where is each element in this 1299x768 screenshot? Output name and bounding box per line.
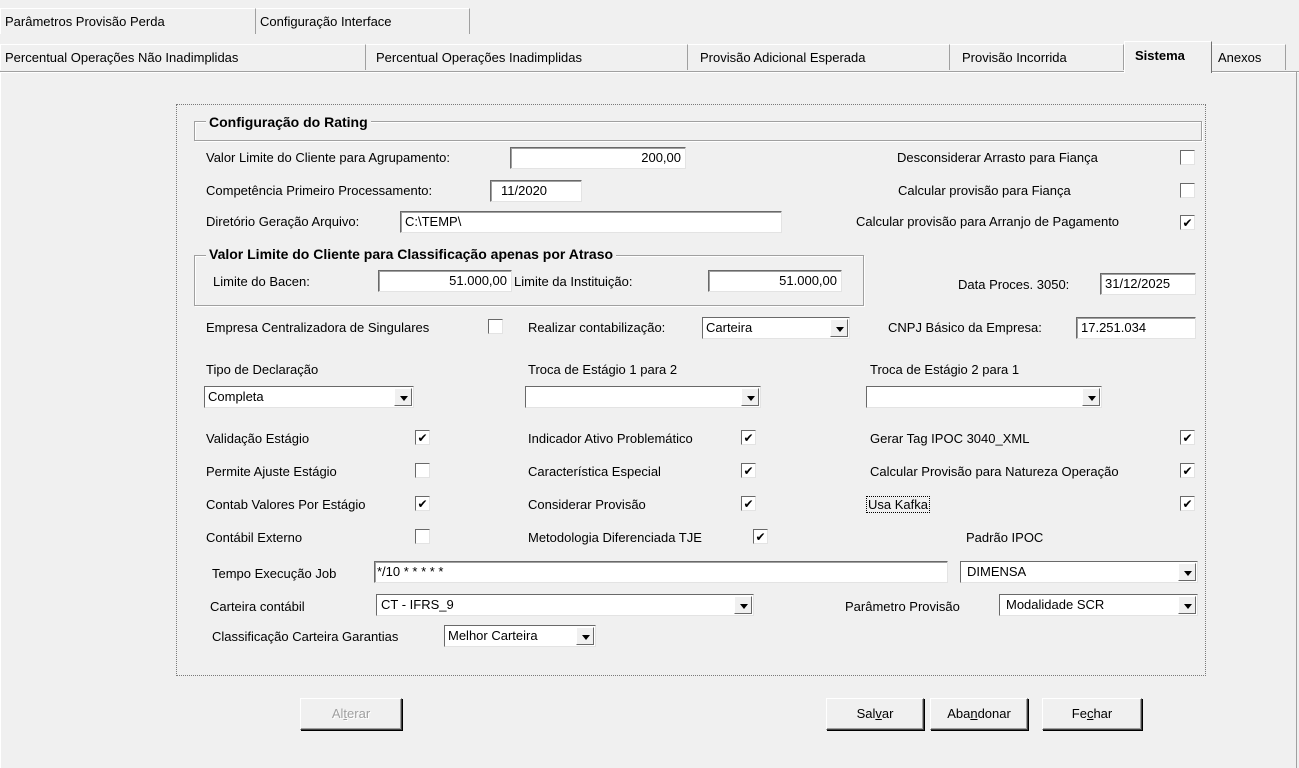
cnpj-label: CNPJ Básico da Empresa: [888, 320, 1042, 335]
carteira-contabil-value: CT - IFRS_9 [381, 597, 454, 612]
desconsiderar-checkbox[interactable] [1180, 150, 1195, 165]
checkmark-icon: ✔ [1182, 497, 1193, 511]
calc-arranjo-label: Calcular provisão para Arranjo de Pagamento [856, 214, 1120, 229]
button-label-part: Al [331, 706, 344, 721]
limite-bacen-input[interactable]: 51.000,00 [378, 270, 512, 292]
param-provisao-select[interactable] [999, 594, 1198, 616]
tab-provisao-adicional[interactable] [688, 44, 950, 70]
accelerator-key: v [875, 706, 882, 721]
competencia-input[interactable]: 11/2020 [490, 180, 582, 202]
calc-natureza-checkbox[interactable] [1180, 463, 1195, 478]
padrao-ipoc-select[interactable] [960, 561, 1198, 583]
tab-label: Anexos [1218, 50, 1262, 65]
chevron-down-icon[interactable] [576, 627, 594, 645]
tipo-decl-select[interactable] [204, 386, 414, 408]
accelerator-key: t [343, 706, 348, 721]
tab-label: Parâmetros Provisão Perda [5, 14, 165, 29]
calc-natureza-label: Calcular Provisão para Natureza Operação [870, 464, 1119, 479]
cnpj-input[interactable]: 17.251.034 [1076, 317, 1196, 339]
diretorio-label: Diretório Geração Arquivo: [206, 214, 360, 229]
caracteristica-checkbox[interactable] [741, 463, 756, 478]
metodologia-label: Metodologia Diferenciada TJE [528, 530, 702, 545]
tab-label: Sistema [1135, 48, 1185, 63]
tempo-exec-label: Tempo Execução Job [212, 566, 337, 581]
desconsiderar-label: Desconsiderar Arrasto para Fiança [897, 150, 1098, 165]
salvar-button[interactable] [826, 698, 924, 730]
fechar-button[interactable] [1042, 698, 1142, 730]
contabil-externo-checkbox[interactable] [415, 529, 430, 544]
validacao-checkbox[interactable] [415, 430, 430, 445]
tab-row-1 [0, 8, 470, 34]
gerar-tag-checkbox[interactable] [1180, 430, 1195, 445]
tab-label: Provisão Adicional Esperada [700, 50, 866, 65]
empresa-central-checkbox[interactable] [488, 319, 503, 334]
button-label-part: donar [977, 706, 1011, 721]
checkmark-icon: ✔ [743, 497, 754, 511]
tab-label: Provisão Incorrida [962, 50, 1067, 65]
button-label-part: Fe [1071, 706, 1087, 721]
checkmark-icon: ✔ [417, 431, 428, 445]
contab-valores-checkbox[interactable] [415, 496, 430, 511]
frame-edge-left [0, 72, 1, 768]
competencia-label: Competência Primeiro Processamento: [206, 183, 433, 198]
padrao-ipoc-label: Padrão IPOC [966, 530, 1044, 545]
button-label-part: ar [881, 706, 894, 721]
checkmark-icon: ✔ [1182, 464, 1193, 478]
padrao-ipoc-value: DIMENSA [967, 564, 1027, 579]
limite-bacen-label: Limite do Bacen: [213, 274, 310, 289]
usa-kafka-checkbox[interactable] [1180, 496, 1195, 511]
tab-anexos[interactable] [1212, 44, 1286, 70]
tab-label: Percentual Operações Inadimplidas [376, 50, 582, 65]
atraso-group-title: Valor Limite do Cliente para Classificação apenas por Atraso [206, 246, 616, 262]
troca12-select[interactable] [525, 386, 761, 408]
contab-valores-label: Contab Valores Por Estágio [206, 497, 366, 512]
tab-percentual-nao-inadimplidas[interactable] [0, 44, 366, 70]
class-garantias-value: Melhor Carteira [448, 628, 538, 643]
tab-label: Percentual Operações Não Inadimplidas [5, 50, 239, 65]
indicador-label: Indicador Ativo Problemático [528, 431, 693, 446]
chevron-down-icon[interactable] [734, 596, 752, 614]
tab-divider-highlight [0, 72, 1299, 73]
frame-edge-right [1296, 72, 1297, 768]
tab-provisao-incorrida[interactable] [950, 44, 1124, 70]
realizar-contab-label: Realizar contabilização: [528, 320, 666, 335]
permite-checkbox[interactable] [415, 463, 430, 478]
diretorio-input[interactable]: C:\TEMP\ [400, 211, 782, 233]
tab-sistema[interactable] [1124, 41, 1212, 73]
validacao-label: Validação Estágio [206, 431, 310, 446]
checkmark-icon: ✔ [417, 497, 428, 511]
tab-label: Configuração Interface [260, 14, 392, 29]
usa-kafka-label: Usa Kafka [868, 497, 928, 512]
checkmark-icon: ✔ [743, 464, 754, 478]
rating-group-title: Configuração do Rating [206, 114, 371, 130]
limite-instituicao-input[interactable]: 51.000,00 [708, 270, 842, 292]
tipo-decl-value: Completa [208, 389, 264, 404]
carteira-contabil-label: Carteira contábil [210, 599, 305, 614]
accelerator-key: n [970, 706, 978, 721]
class-garantias-select[interactable] [444, 625, 596, 647]
contabil-externo-label: Contábil Externo [206, 530, 303, 545]
permite-label: Permite Ajuste Estágio [206, 464, 337, 479]
valor-limite-input[interactable]: 200,00 [510, 147, 686, 169]
tab-configuracao-interface[interactable] [256, 8, 470, 34]
tab-percentual-inadimplidas[interactable] [366, 44, 688, 70]
alterar-button[interactable] [300, 698, 402, 730]
calc-fianca-checkbox[interactable] [1180, 183, 1195, 198]
param-provisao-value: Modalidade SCR [1006, 597, 1105, 612]
realizar-contab-value: Carteira [706, 320, 753, 335]
chevron-down-icon[interactable] [1178, 596, 1196, 614]
carteira-contabil-select[interactable] [376, 594, 754, 616]
troca21-label: Troca de Estágio 2 para 1 [870, 362, 1020, 377]
class-garantias-label: Classificação Carteira Garantias [212, 629, 399, 644]
data-proces-input[interactable]: 31/12/2025 [1100, 273, 1196, 295]
checkmark-icon: ✔ [743, 431, 754, 445]
tipo-decl-label: Tipo de Declaração [206, 362, 319, 377]
gerar-tag-label: Gerar Tag IPOC 3040_XML [870, 431, 1030, 446]
button-label-part: Sal [856, 706, 876, 721]
considerar-checkbox[interactable] [741, 496, 756, 511]
button-label-part: erar [347, 706, 371, 721]
valor-limite-label: Valor Limite do Cliente para Agrupamento: [206, 150, 451, 165]
considerar-label: Considerar Provisão [528, 497, 646, 512]
metodologia-checkbox[interactable] [753, 529, 768, 544]
chevron-down-icon[interactable] [394, 388, 412, 406]
chevron-down-icon[interactable] [741, 388, 759, 406]
tempo-exec-input[interactable]: */10 * * * * * [374, 561, 948, 583]
checkmark-icon: ✔ [1182, 216, 1193, 230]
empresa-central-label: Empresa Centralizadora de Singulares [206, 320, 430, 335]
limite-instituicao-label: Limite da Instituição: [514, 274, 633, 289]
tab-row-2 [0, 44, 1299, 70]
abandonar-button[interactable] [930, 698, 1028, 730]
checkmark-icon: ✔ [1182, 431, 1193, 445]
indicador-checkbox[interactable] [741, 430, 756, 445]
chevron-down-icon[interactable] [1178, 563, 1196, 581]
param-provisao-label: Parâmetro Provisão [845, 599, 960, 614]
tab-parametros-provisao-perda[interactable] [0, 8, 256, 34]
chevron-down-icon[interactable] [1082, 388, 1100, 406]
calc-arranjo-checkbox[interactable] [1180, 215, 1195, 230]
checkmark-icon: ✔ [755, 530, 766, 544]
chevron-down-icon[interactable] [830, 319, 848, 337]
button-label-part: Aba [947, 706, 971, 721]
data-proces-label: Data Proces. 3050: [958, 277, 1070, 292]
realizar-contab-select[interactable] [702, 317, 850, 339]
troca12-label: Troca de Estágio 1 para 2 [528, 362, 678, 377]
caracteristica-label: Característica Especial [528, 464, 661, 479]
button-label-part: har [1093, 706, 1113, 721]
accelerator-key: c [1086, 706, 1094, 721]
troca21-select[interactable] [866, 386, 1102, 408]
calc-fianca-label: Calcular provisão para Fiança [898, 183, 1071, 198]
